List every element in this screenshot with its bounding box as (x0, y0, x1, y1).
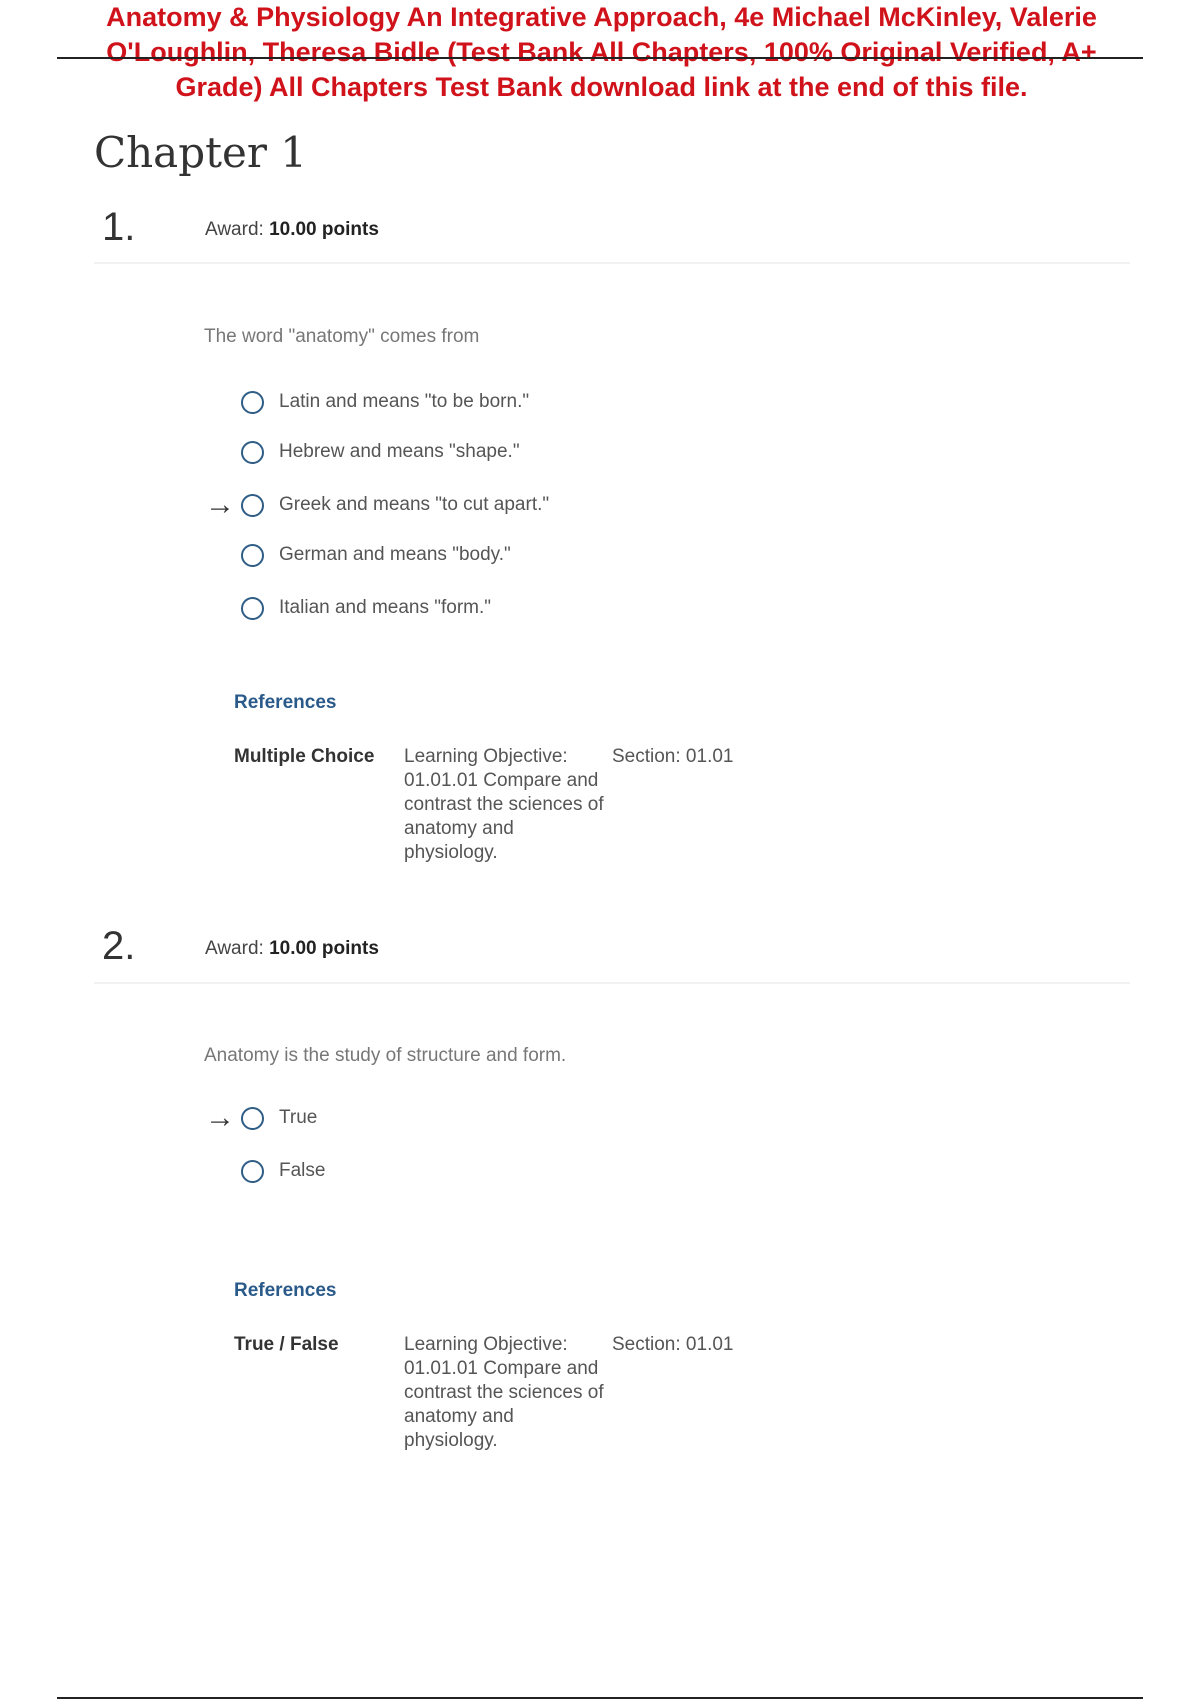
radio-circle-icon[interactable] (241, 597, 264, 620)
question-number: 1. (102, 205, 136, 249)
option-label: False (279, 1160, 326, 1181)
right-arrow-icon: → (205, 488, 235, 521)
banner-line-1: Anatomy & Physiology An Integrative Approach, 4e Michael McKinley, Valerie (106, 2, 1097, 32)
right-arrow-icon: → (205, 1101, 235, 1134)
award-value: 10.00 points (269, 219, 379, 240)
answer-option[interactable] (205, 538, 511, 572)
question-divider (94, 982, 1130, 984)
answer-option[interactable] (205, 1154, 325, 1188)
reference-question-type: True / False (234, 1334, 339, 1355)
answer-option-correct[interactable] (205, 1101, 317, 1135)
radio-circle-icon[interactable] (241, 544, 264, 567)
option-label: Latin and means "to be born." (279, 391, 530, 412)
option-label: Hebrew and means "shape." (279, 441, 520, 462)
header-rule (57, 57, 1143, 59)
document-banner (60, 0, 1143, 105)
award (205, 219, 379, 241)
option-label: True (279, 1107, 318, 1128)
award (205, 938, 379, 960)
references-heading: References (234, 692, 337, 713)
radio-circle-icon[interactable] (241, 1107, 264, 1130)
answer-option[interactable] (205, 435, 520, 469)
banner-line-2: O'Loughlin, Theresa Bidle (Test Bank All Chapters, 100% Original Verified, A+ (106, 37, 1097, 67)
answer-option-correct[interactable] (205, 488, 549, 522)
option-label: German and means "body." (279, 544, 511, 565)
radio-circle-icon[interactable] (241, 494, 264, 517)
answer-option[interactable] (205, 385, 529, 419)
radio-circle-icon[interactable] (241, 1160, 264, 1183)
award-label: Award: (205, 938, 264, 959)
reference-question-type: Multiple Choice (234, 746, 375, 767)
question-divider (94, 262, 1130, 264)
award-label: Award: (205, 219, 264, 240)
option-label: Italian and means "form." (279, 597, 492, 618)
answer-option[interactable] (205, 591, 491, 625)
question-number: 2. (102, 924, 136, 968)
banner-line-3: Grade) All Chapters Test Bank download link at the end of this file. (175, 72, 1028, 102)
option-label: Greek and means "to cut apart." (279, 494, 550, 515)
question-text: Anatomy is the study of structure and form. (204, 1045, 567, 1066)
references-heading: References (234, 1280, 337, 1301)
award-value: 10.00 points (269, 938, 379, 959)
question-text: The word "anatomy" comes from (204, 326, 480, 347)
radio-circle-icon[interactable] (241, 391, 264, 414)
chapter-title: Chapter 1 (94, 128, 307, 177)
reference-learning-objective: Learning Objective: 01.01.01 Compare and contrast the sciences of anatomy and physiology. (404, 746, 604, 863)
reference-section: Section: 01.01 (612, 746, 734, 767)
reference-learning-objective: Learning Objective: 01.01.01 Compare and contrast the sciences of anatomy and physiology. (404, 1334, 604, 1451)
reference-section: Section: 01.01 (612, 1334, 734, 1355)
footer-rule (57, 1697, 1143, 1699)
radio-circle-icon[interactable] (241, 441, 264, 464)
